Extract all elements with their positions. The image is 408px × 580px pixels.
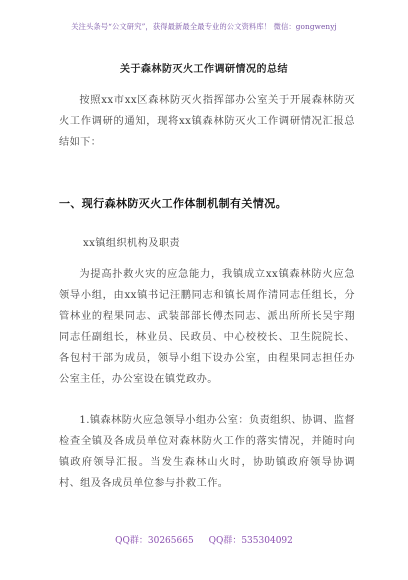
qq-group-1[interactable]: QQ群：30265665 [115, 536, 194, 546]
document-title: 关于森林防灭火工作调研情况的总结 [120, 64, 288, 75]
section-heading: 一、现行森林防灭火工作体制机制有关情况。 [59, 197, 287, 210]
footer-contacts [0, 533, 408, 546]
qq-group-2[interactable]: QQ群：535304092 [208, 536, 293, 546]
duty-paragraph: 1.镇森林防火应急领导小组办公室：负责组织、协调、监督检查全镇及各成员单位对森林防火工作的落实情况，并随时向镇政府领导汇报。当发生森林山火时，协助镇政府领导协调村、组及各成员单位参与扑救工作。 [59, 415, 355, 489]
organization-paragraph: 为提高扑救火灾的应急能力，我镇成立xx镇森林防火应急领导小组，由xx镇书记汪鹏同志和镇长周作清同志任组长，分管林业的程果同志、武装部部长傅杰同志、派出所所长吴宇翔同志任副组长，林业员、民政员、中心校校长、卫生院院长、各包村干部为成员，领导小组下设办公室，由程果同志担任办公室主任，办公室设在镇党政办。 [59, 269, 355, 385]
promo-banner[interactable]: 关注头条号“公文研究”，获得最新最全最专业的公文资料库！ 微信：gongwenyj [71, 22, 337, 31]
subsection-heading: xx镇组织机构及职责 [83, 238, 180, 249]
intro-paragraph: 按照xx市xx区森林防灭火指挥部办公室关于开展森林防灭火工作调研的通知，现将xx镇森林防灭火工作调研情况汇报总结如下： [59, 95, 355, 148]
